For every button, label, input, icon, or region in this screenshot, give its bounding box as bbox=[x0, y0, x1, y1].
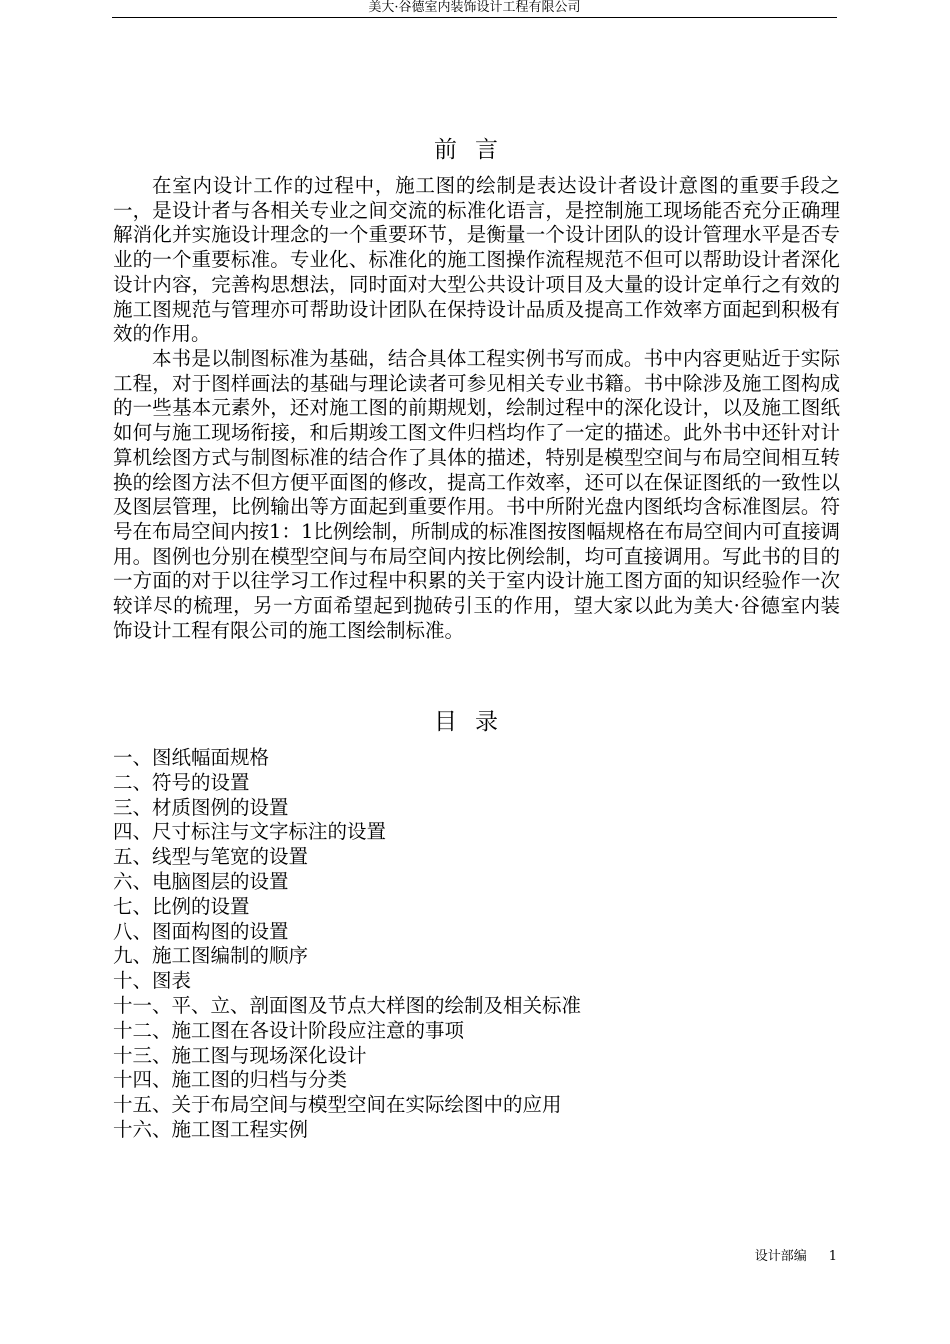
toc-item[interactable]: 九、施工图编制的顺序 bbox=[113, 944, 309, 968]
toc-item[interactable]: 五、线型与笔宽的设置 bbox=[113, 845, 309, 869]
toc-item[interactable]: 三、材质图例的设置 bbox=[113, 795, 289, 819]
page-number: 1 bbox=[828, 1249, 837, 1264]
toc-item[interactable]: 一、图纸幅面规格 bbox=[113, 746, 270, 769]
toc-item[interactable]: 十一、平、立、剖面图及节点大样图的绘制及相关标准 bbox=[113, 993, 582, 1017]
toc-item[interactable]: 四、尺寸标注与文字标注的设置 bbox=[113, 820, 387, 844]
toc-item[interactable]: 十六、施工图工程实例 bbox=[113, 1117, 309, 1141]
toc-item[interactable]: 十、图表 bbox=[113, 969, 192, 993]
toc-item[interactable]: 十四、施工图的归档与分类 bbox=[113, 1068, 348, 1092]
page-footer bbox=[755, 1249, 837, 1265]
toc-item[interactable]: 八、图面构图的设置 bbox=[113, 919, 289, 943]
toc-item[interactable]: 十五、关于布局空间与模型空间在实际绘图中的应用 bbox=[113, 1093, 562, 1117]
toc-title: 目录 bbox=[434, 709, 516, 735]
preface-paragraph-2: 本书是以制图标准为基础，结合具体工程实例书写而成。书中内容更贴近于实际工程，对于图样画法的基础与理论读者可参见相关专业书籍。书中除涉及施工图构成的一些基本元素外，还对施工图的前期规划，绘制过程中的深化设计，以及施工图纸如何与施工现场衔接，和后期竣工图文件归档均作了一定的描述。此外书中还针对计算机绘图方式与制图标准的结合作了具体的描述，特别是模型空间与布局空间相互转换的绘图方法不但方便平面图的修改，提高工作效率，还可以在保证图纸的一致性以及图层管理，比例输出等方面起到重要作用。书中所附光盘内图纸均含标准图层。符号在布局空间内按1：1比例绘制，所制成的标准图按图幅规格在布局空间内可直接调用。图例也分别在模型空间与布局空间内按比例绘制，均可直接调用。写此书的目的一方面的对于以往学习工作过程中积累的关于室内设计施工图方面的知识经验作一次较详尽的梳理，另一方面希望起到抛砖引玉的作用，望大家以此为美大·谷德室内装饰设计工程有限公司的施工图绘制标准。 bbox=[113, 347, 840, 642]
table-of-contents bbox=[113, 746, 581, 1143]
page-header: 美大·谷德室内装饰设计工程有限公司 bbox=[112, 0, 837, 18]
toc-item[interactable]: 七、比例的设置 bbox=[113, 894, 250, 918]
toc-item[interactable]: 六、电脑图层的设置 bbox=[113, 869, 289, 893]
toc-item[interactable]: 十三、施工图与现场深化设计 bbox=[113, 1043, 367, 1067]
preface-paragraph-1: 在室内设计工作的过程中，施工图的绘制是表达设计者设计意图的重要手段之一，是设计者与各相关专业之间交流的标准化语言，是控制施工现场能否充分正确理解消化并实施设计理念的一个重要环节，是衡量一个设计团队的设计管理水平是否专业的一个重要标准。专业化、标准化的施工图操作流程规范不但可以帮助设计者深化设计内容，完善构思想法，同时面对大型公共设计项目及大量的设计定单行之有效的施工图规范与管理亦可帮助设计团队在保持设计品质及提高工作效率方面起到积极有效的作用。 bbox=[113, 174, 840, 346]
preface-title: 前言 bbox=[434, 137, 516, 163]
toc-item[interactable]: 十二、施工图在各设计阶段应注意的事项 bbox=[113, 1018, 465, 1042]
toc-item[interactable]: 二、符号的设置 bbox=[113, 770, 250, 794]
footer-author: 设计部编 bbox=[754, 1249, 807, 1264]
